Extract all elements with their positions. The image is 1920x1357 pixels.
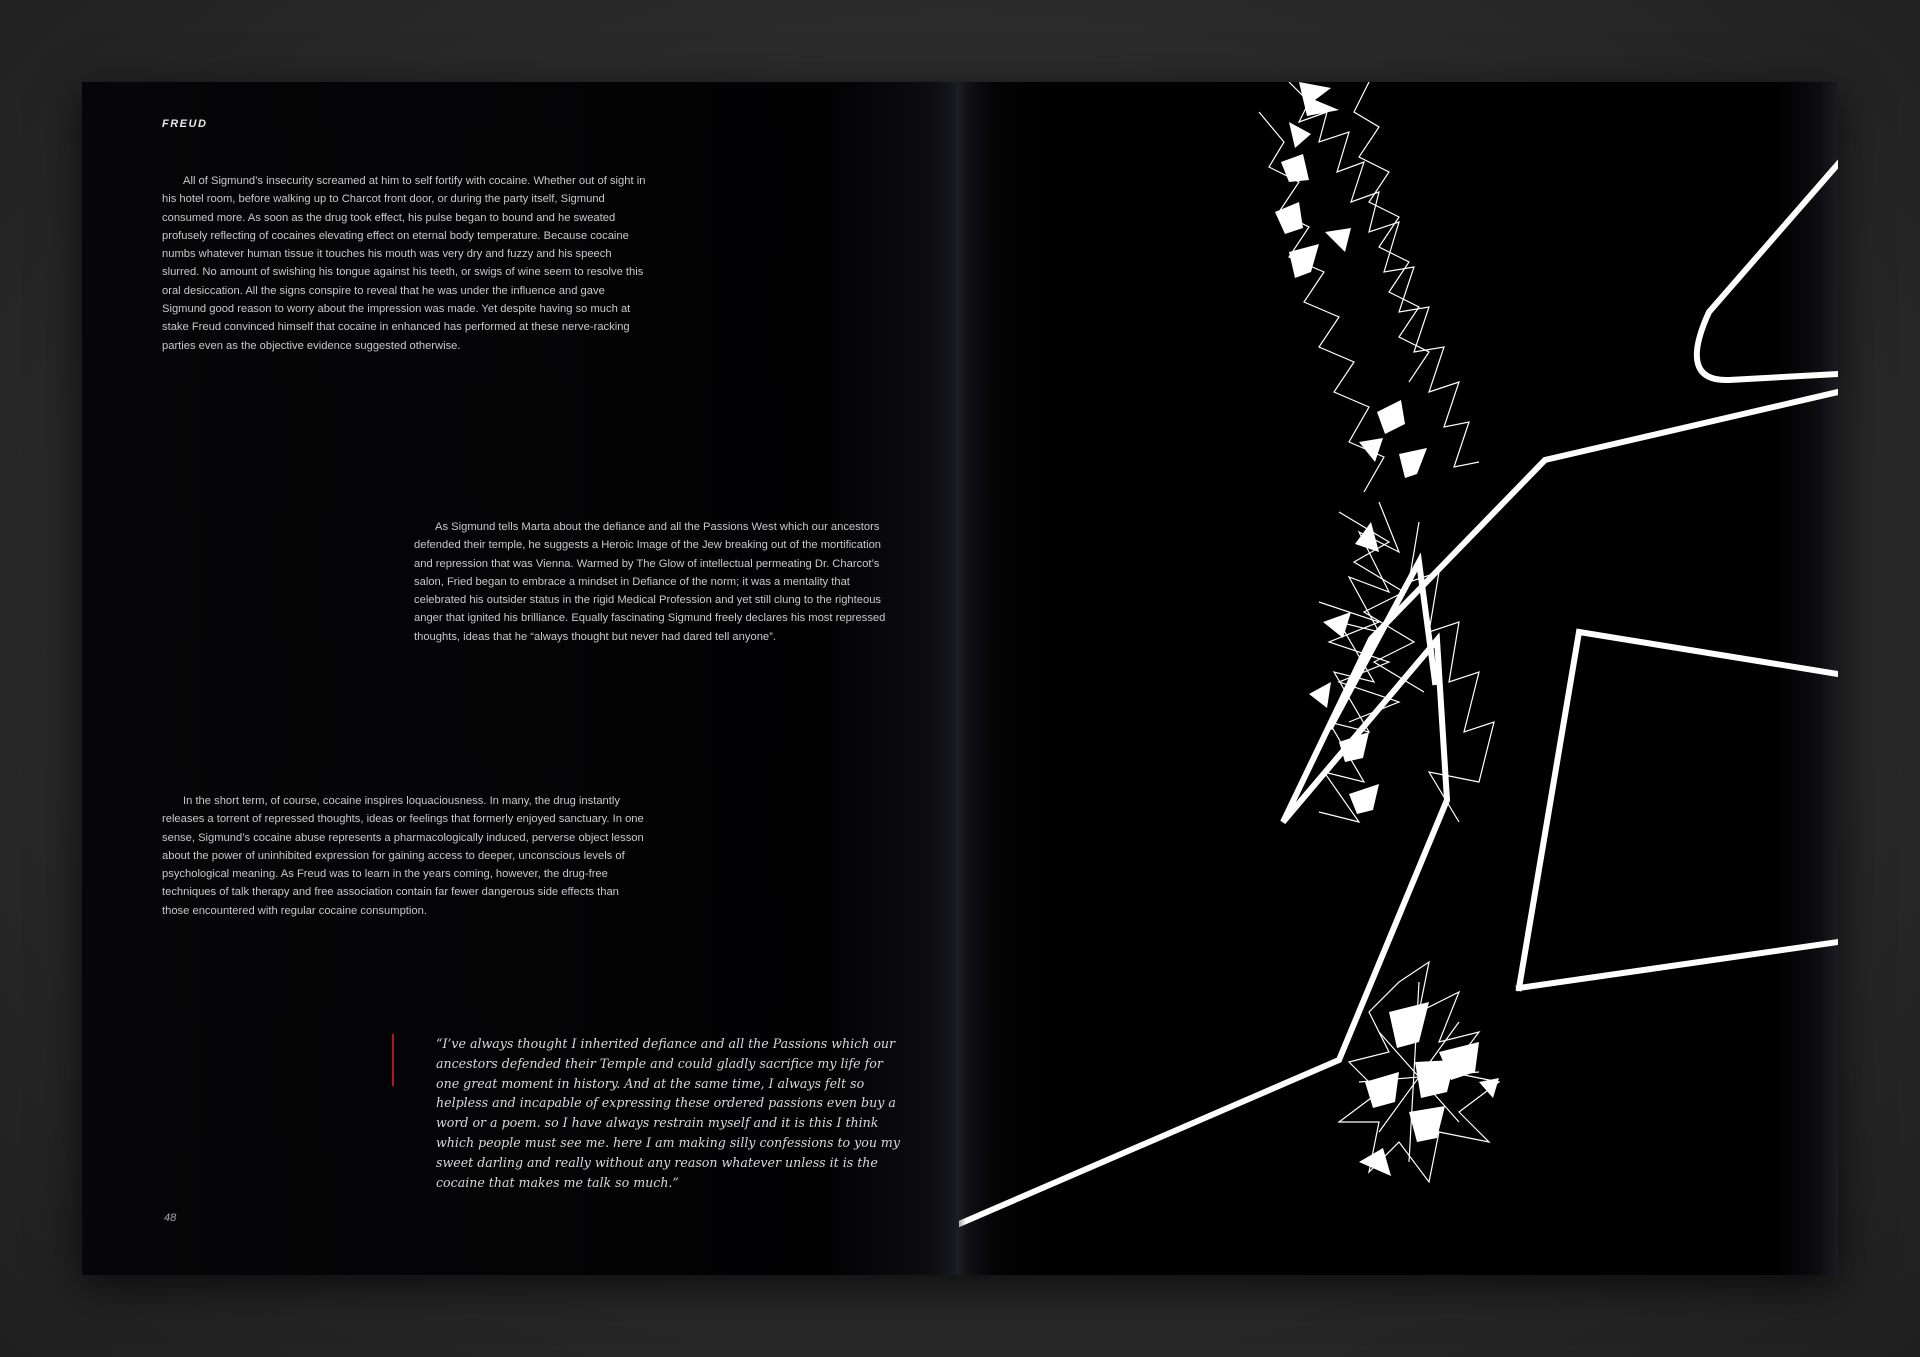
page-number: 48 — [164, 1212, 177, 1224]
pull-quote-rule — [392, 1034, 394, 1086]
scribble-fill — [1275, 82, 1499, 1176]
magazine-spread — [82, 82, 1838, 1275]
body-paragraph: In the short term, of course, cocaine inspires loquaciousness. In many, the drug instantly releases a torrent of repressed thoughts, ideas or feelings that formerly enjoyed sanctuary. In one sense, Sigmund’s cocaine abuse represents a pharmacologically induced, perverse object lesson about the power of uninhibited expression for gaining access to deeper, unconscious levels of psychological meaning. As Freud was to learn in the years coming, however, the drug-free techniques of talk therapy and free association contain far fewer dangerous side effects than those encountered with regular cocaine consumption. — [162, 795, 644, 917]
abstract-line-artwork — [959, 82, 1838, 1275]
spine-gutter — [954, 82, 966, 1275]
scribble-cluster — [1259, 82, 1499, 1182]
running-head: FREUD — [162, 118, 208, 130]
body-paragraph: As Sigmund tells Marta about the defiance and all the Passions West which our ancestors defended their temple, he suggests a Heroic Image of the Jew breaking out of the mortification and repression that was Vienna. Warmed by The Glow of intellectual permeating Dr. Charcot’s salon, Fried began to embrace a mindset in Defiance of the norm; it was a mentality that celebrated his outsider status in the rigid Medical Profession and yet still clung to the righteous anger that ignited his brilliance. Equally fascinating Sigmund freely declares his most repressed thoughts, ideas that he “always thought but never had dared tell anyone”. — [414, 521, 886, 643]
body-paragraph: All of Sigmund’s insecurity screamed at him to self fortify with cocaine. Whether out of sight in his hotel room, before walking up to Charcot front door, or during the party itself, Sigmund consumed more. As soon as the drug took effect, his pulse began to bound and he sweated profusely reflecting of cocaines elevating effect on eternal body temperature. Because cocaine numbs whatever human tissue it touches his mouth was very dry and fuzzy and his speech slurred. No amount of swishing his tongue against his teeth, or swigs of wine seem to resolve this oral desiccation. All the signs conspire to reveal that he was under the influence and gave Sigmund good reason to worry about the impression was made. Yet despite having so much at stake Freud convinced himself that cocaine in enhanced has performed at these nerve-racking parties even as the objective evidence suggested otherwise. — [162, 175, 646, 352]
triangle-outline — [1519, 632, 1838, 988]
right-page — [959, 82, 1838, 1275]
pull-quote: “I’ve always thought I inherited defiance and all the Passions which our ancestors defended their Temple and could gladly sacrifice my life for one great moment in history. And at the same time, I always felt so helpless and incapable of expressing these ordered passions even buy a word or a poem. so I have always restrain myself and it is this I think which people must see me. here I am making silly confessions to you my sweet darling and really without any reason whatever unless it is the cocaine that makes me talk so much.” — [436, 1036, 900, 1190]
sweeping-line — [959, 392, 1838, 1224]
loop-stroke — [1697, 164, 1838, 380]
left-page — [82, 82, 959, 1275]
